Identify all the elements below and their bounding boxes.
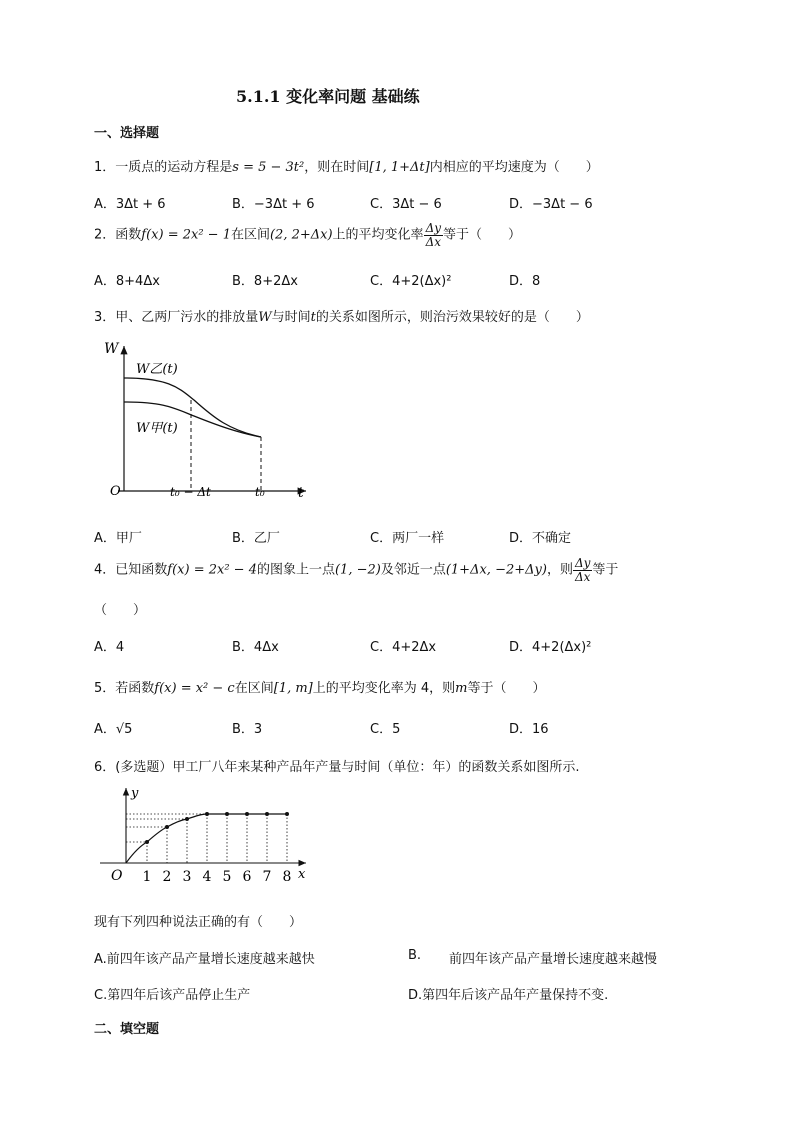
production-curve	[126, 814, 207, 863]
question-5-stem: 5．若函数f(x) = x² − c在区间[1, m]上的平均变化率为 4，则m等于（ ）	[94, 681, 546, 696]
pollution-figure	[94, 336, 324, 512]
origin-label: O	[111, 868, 123, 884]
y-axis-label: W	[104, 341, 119, 357]
question-5-option-a: A．√5	[94, 722, 133, 737]
x-axis-label: x	[298, 867, 306, 882]
question-4-stem: 4．已知函数f(x) = 2x² − 4的图象上一点(1, −2)及邻近一点(1+Δx, −2+Δy)，则 $\frac{\Delta y}{\Delta x}$ 等于	[94, 556, 619, 584]
x-tick-4: 4	[202, 869, 212, 885]
question-3-option-c: C．两厂一样	[370, 531, 445, 546]
tick-label-t0: t₀	[255, 485, 265, 499]
question-2-option-b: B．8+2Δx	[232, 274, 298, 289]
question-6-option-b-letter: B.	[408, 948, 422, 963]
question-3-option-d: D．不确定	[509, 531, 572, 546]
curve-top-label: W乙(t)	[136, 362, 178, 377]
tick-label-t0-minus-dt: t₀ − Δt	[170, 485, 211, 499]
y-axis-label: y	[131, 786, 139, 801]
section-heading-fill: 二、填空题	[94, 1022, 160, 1037]
x-tick-6: 6	[242, 869, 252, 885]
question-4-paren: （ ）	[94, 603, 147, 618]
question-4-option-a: A．4	[94, 640, 125, 655]
x-axis-label: t	[298, 485, 304, 501]
x-tick-8: 8	[282, 869, 292, 885]
question-2-stem: 2．函数f(x) = 2x² − 1在区间(2, 2+Δx)上的平均变化率 $\frac{\Delta y}{\Delta x}$ 等于（ ）	[94, 221, 522, 249]
question-3-option-a: A．甲厂	[94, 531, 142, 546]
curve-bottom-label: W甲(t)	[136, 421, 178, 436]
question-6-stem: 6．(多选题）甲工厂八年来某种产品年产量与时间（单位：年）的函数关系如图所示.	[94, 760, 580, 775]
vertical-drops	[147, 814, 287, 863]
question-5-option-c: C．5	[370, 722, 401, 737]
x-tick-1: 1	[142, 869, 152, 885]
section-heading-choice: 一、选择题	[94, 126, 160, 141]
question-1-option-b: B．−3Δt + 6	[232, 197, 315, 212]
origin-label: O	[110, 484, 121, 499]
question-2-option-d: D．8	[509, 274, 541, 289]
question-3-option-b: B．乙厂	[232, 531, 280, 546]
question-1-stem: 1．一质点的运动方程是s = 5 − 3t²，则在时间[1, 1+Δt]内相应的平均速度为（ ）	[94, 160, 599, 175]
fraction-dy-dx-q4: $\frac{\Delta y}{\Delta x}$	[574, 556, 591, 584]
question-6-option-b: 前四年该产品产量增长速度越来越慢	[449, 952, 658, 967]
question-6-option-c: C.第四年后该产品停止生产	[94, 988, 251, 1003]
page-title: 5.1.1 变化率问题 基础练	[236, 87, 420, 106]
question-2-option-c: C．4+2(Δx)²	[370, 274, 452, 289]
question-6-option-d: D.第四年后该产品年产量保持不变.	[408, 988, 609, 1003]
question-2-option-a: A．8+4Δx	[94, 274, 160, 289]
production-figure	[96, 784, 316, 894]
question-5-option-b: B．3	[232, 722, 263, 737]
x-tick-5: 5	[222, 869, 232, 885]
question-6-sub: 现有下列四种说法正确的有（ ）	[94, 915, 303, 930]
question-1-option-d: D．−3Δt − 6	[509, 197, 593, 212]
question-4-option-c: C．4+2Δx	[370, 640, 437, 655]
x-tick-3: 3	[182, 869, 192, 885]
question-5-option-d: D．16	[509, 722, 549, 737]
question-4-option-d: D．4+2(Δx)²	[509, 640, 592, 655]
question-4-option-b: B．4Δx	[232, 640, 279, 655]
question-3-stem: 3．甲、乙两厂污水的排放量W与时间t的关系如图所示，则治污效果较好的是（ ）	[94, 310, 589, 325]
question-1-option-a: A．3Δt + 6	[94, 197, 166, 212]
x-tick-2: 2	[162, 869, 172, 885]
question-1-option-c: C．3Δt − 6	[370, 197, 442, 212]
question-6-option-a: A.前四年该产品产量增长速度越来越快	[94, 952, 315, 967]
x-tick-7: 7	[262, 869, 272, 885]
fraction-dy-dx: $\frac{\Delta y}{\Delta x}$	[425, 221, 442, 249]
